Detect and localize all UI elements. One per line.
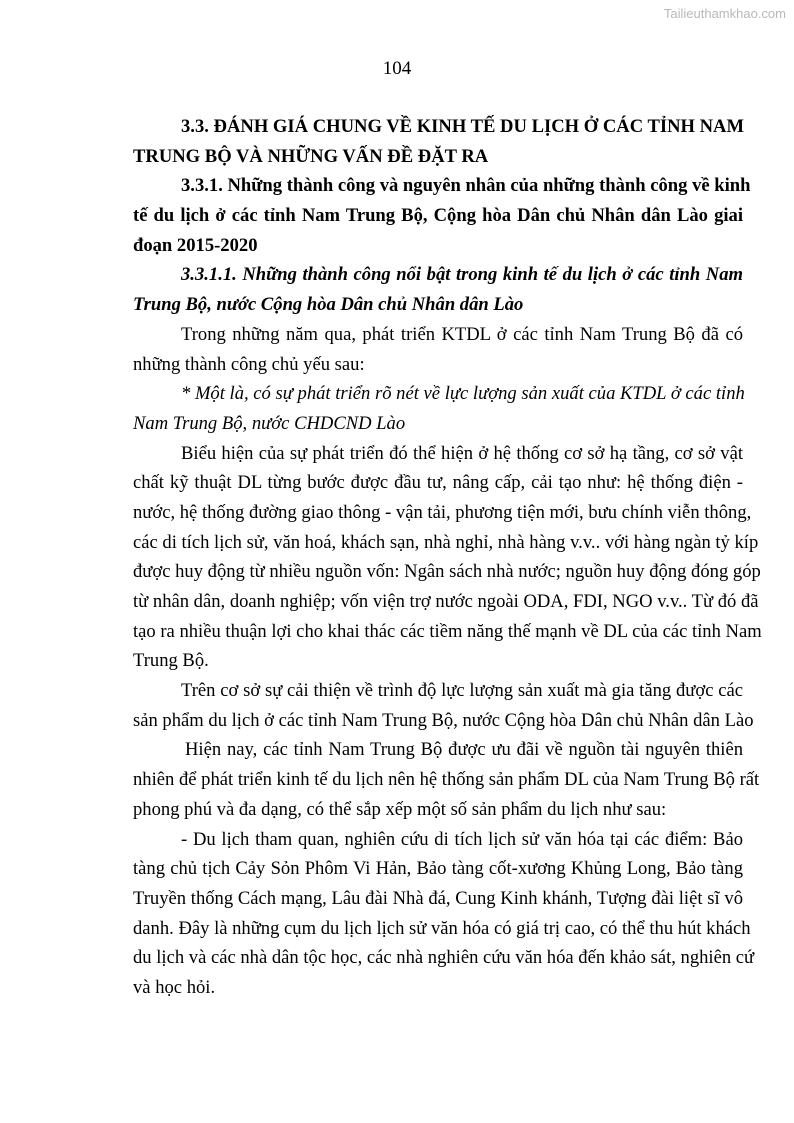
text-line: Biểu hiện của sự phát triển đó thể hiện ở hệ thống cơ sở hạ tầng, cơ sở vật: [181, 442, 743, 464]
text-line: những thành công chủ yếu sau:: [133, 353, 365, 375]
subsection-heading: [133, 171, 751, 260]
watermark: Tailieuthamkhao.com: [663, 6, 786, 21]
text-line: và học hỏi.: [133, 976, 216, 998]
paragraph: [133, 735, 760, 824]
text-line: - Du lịch tham quan, nghiên cứu di tích lịch sử văn hóa tại các điểm: Bảo: [181, 828, 743, 850]
paragraph: [133, 825, 755, 1003]
heading-line: đoạn 2015-2020: [133, 234, 258, 256]
text-line: du lịch và các nhà dân tộc học, các nhà nghiên cứu văn hóa đến khảo sát, nghiên cứ: [133, 947, 755, 969]
text-line: Trong những năm qua, phát triển KTDL ở các tỉnh Nam Trung Bộ đã có: [181, 323, 743, 345]
document-body: [133, 112, 762, 1003]
text-line: được huy động từ nhiều nguồn vốn: Ngân sách nhà nước; nguồn huy động đóng góp: [133, 561, 761, 583]
heading-line: 3.3.1. Những thành công và nguyên nhân của những thành công về kinh: [181, 175, 751, 197]
text-line: tàng chủ tịch Cảy Sỏn Phôm Vi Hản, Bảo tàng cốt-xương Khủng Long, Bảo tàng: [133, 858, 743, 880]
text-line: Truyền thống Cách mạng, Lâu đài Nhà đá, Cung Kinh khánh, Tượng đài liệt sĩ vô: [133, 887, 743, 909]
paragraph: [133, 320, 743, 379]
heading-line: tế du lịch ở các tỉnh Nam Trung Bộ, Cộng hòa Dân chủ Nhân dân Lào giai: [133, 205, 743, 227]
text-line: chất kỹ thuật DL từng bước được đầu tư, nâng cấp, cải tạo như: hệ thống điện -: [133, 472, 743, 494]
subsubsection-heading: [133, 260, 743, 319]
page-number: 104: [382, 58, 412, 79]
text-line: * Một là, có sự phát triển rõ nét về lực lượng sản xuất của KTDL ở các tỉnh: [181, 383, 745, 405]
paragraph: [133, 439, 762, 677]
text-line: sản phẩm du lịch ở các tỉnh Nam Trung Bộ, nước Cộng hòa Dân chủ Nhân dân Lào: [133, 709, 754, 731]
text-line: Trung Bộ.: [133, 650, 209, 672]
paragraph: [133, 676, 754, 735]
text-line: phong phú và đa dạng, có thể sắp xếp một số sản phẩm du lịch như sau:: [133, 798, 667, 820]
heading-line: 3.3. ĐÁNH GIÁ CHUNG VỀ KINH TẾ DU LỊCH Ở CÁC TỈNH NAM: [181, 116, 745, 137]
paragraph-italic-point: [133, 379, 743, 438]
text-line: Nam Trung Bộ, nước CHDCND Lào: [133, 412, 406, 434]
text-line: tạo ra nhiều thuận lợi cho khai thác các tiềm năng thế mạnh về DL của các tỉnh Nam: [133, 620, 762, 642]
heading-line: TRUNG BỘ VÀ NHỮNG VẤN ĐỀ ĐẶT RA: [133, 145, 489, 167]
text-line: nhiên để phát triển kinh tế du lịch nên hệ thống sản phẩm DL của Nam Trung Bộ rất: [133, 769, 760, 791]
text-line: Trên cơ sở sự cải thiện về trình độ lực lượng sản xuất mà gia tăng được các: [181, 680, 743, 702]
text-line: từ nhân dân, doanh nghiệp; vốn viện trợ nước ngoài ODA, FDI, NGO v.v.. Từ đó đã: [133, 591, 759, 612]
text-line: nước, hệ thống đường giao thông - vận tải, phương tiện mới, bưu chính viễn thông,: [133, 501, 752, 523]
text-line: các di tích lịch sử, văn hoá, khách sạn, nhà nghỉ, nhà hàng v.v.. với hàng ngàn tỷ kíp: [133, 531, 759, 553]
text-line: danh. Đây là những cụm du lịch lịch sử văn hóa có giá trị cao, có thể thu hút khách: [133, 917, 751, 939]
heading-line: 3.3.1.1. Những thành công nổi bật trong kinh tế du lịch ở các tỉnh Nam: [181, 264, 743, 286]
text-line: Hiện nay, các tỉnh Nam Trung Bộ được ưu đãi về nguồn tài nguyên thiên: [185, 739, 743, 761]
heading-line: Trung Bộ, nước Cộng hòa Dân chủ Nhân dân Lào: [133, 294, 524, 316]
section-heading: [133, 112, 743, 171]
